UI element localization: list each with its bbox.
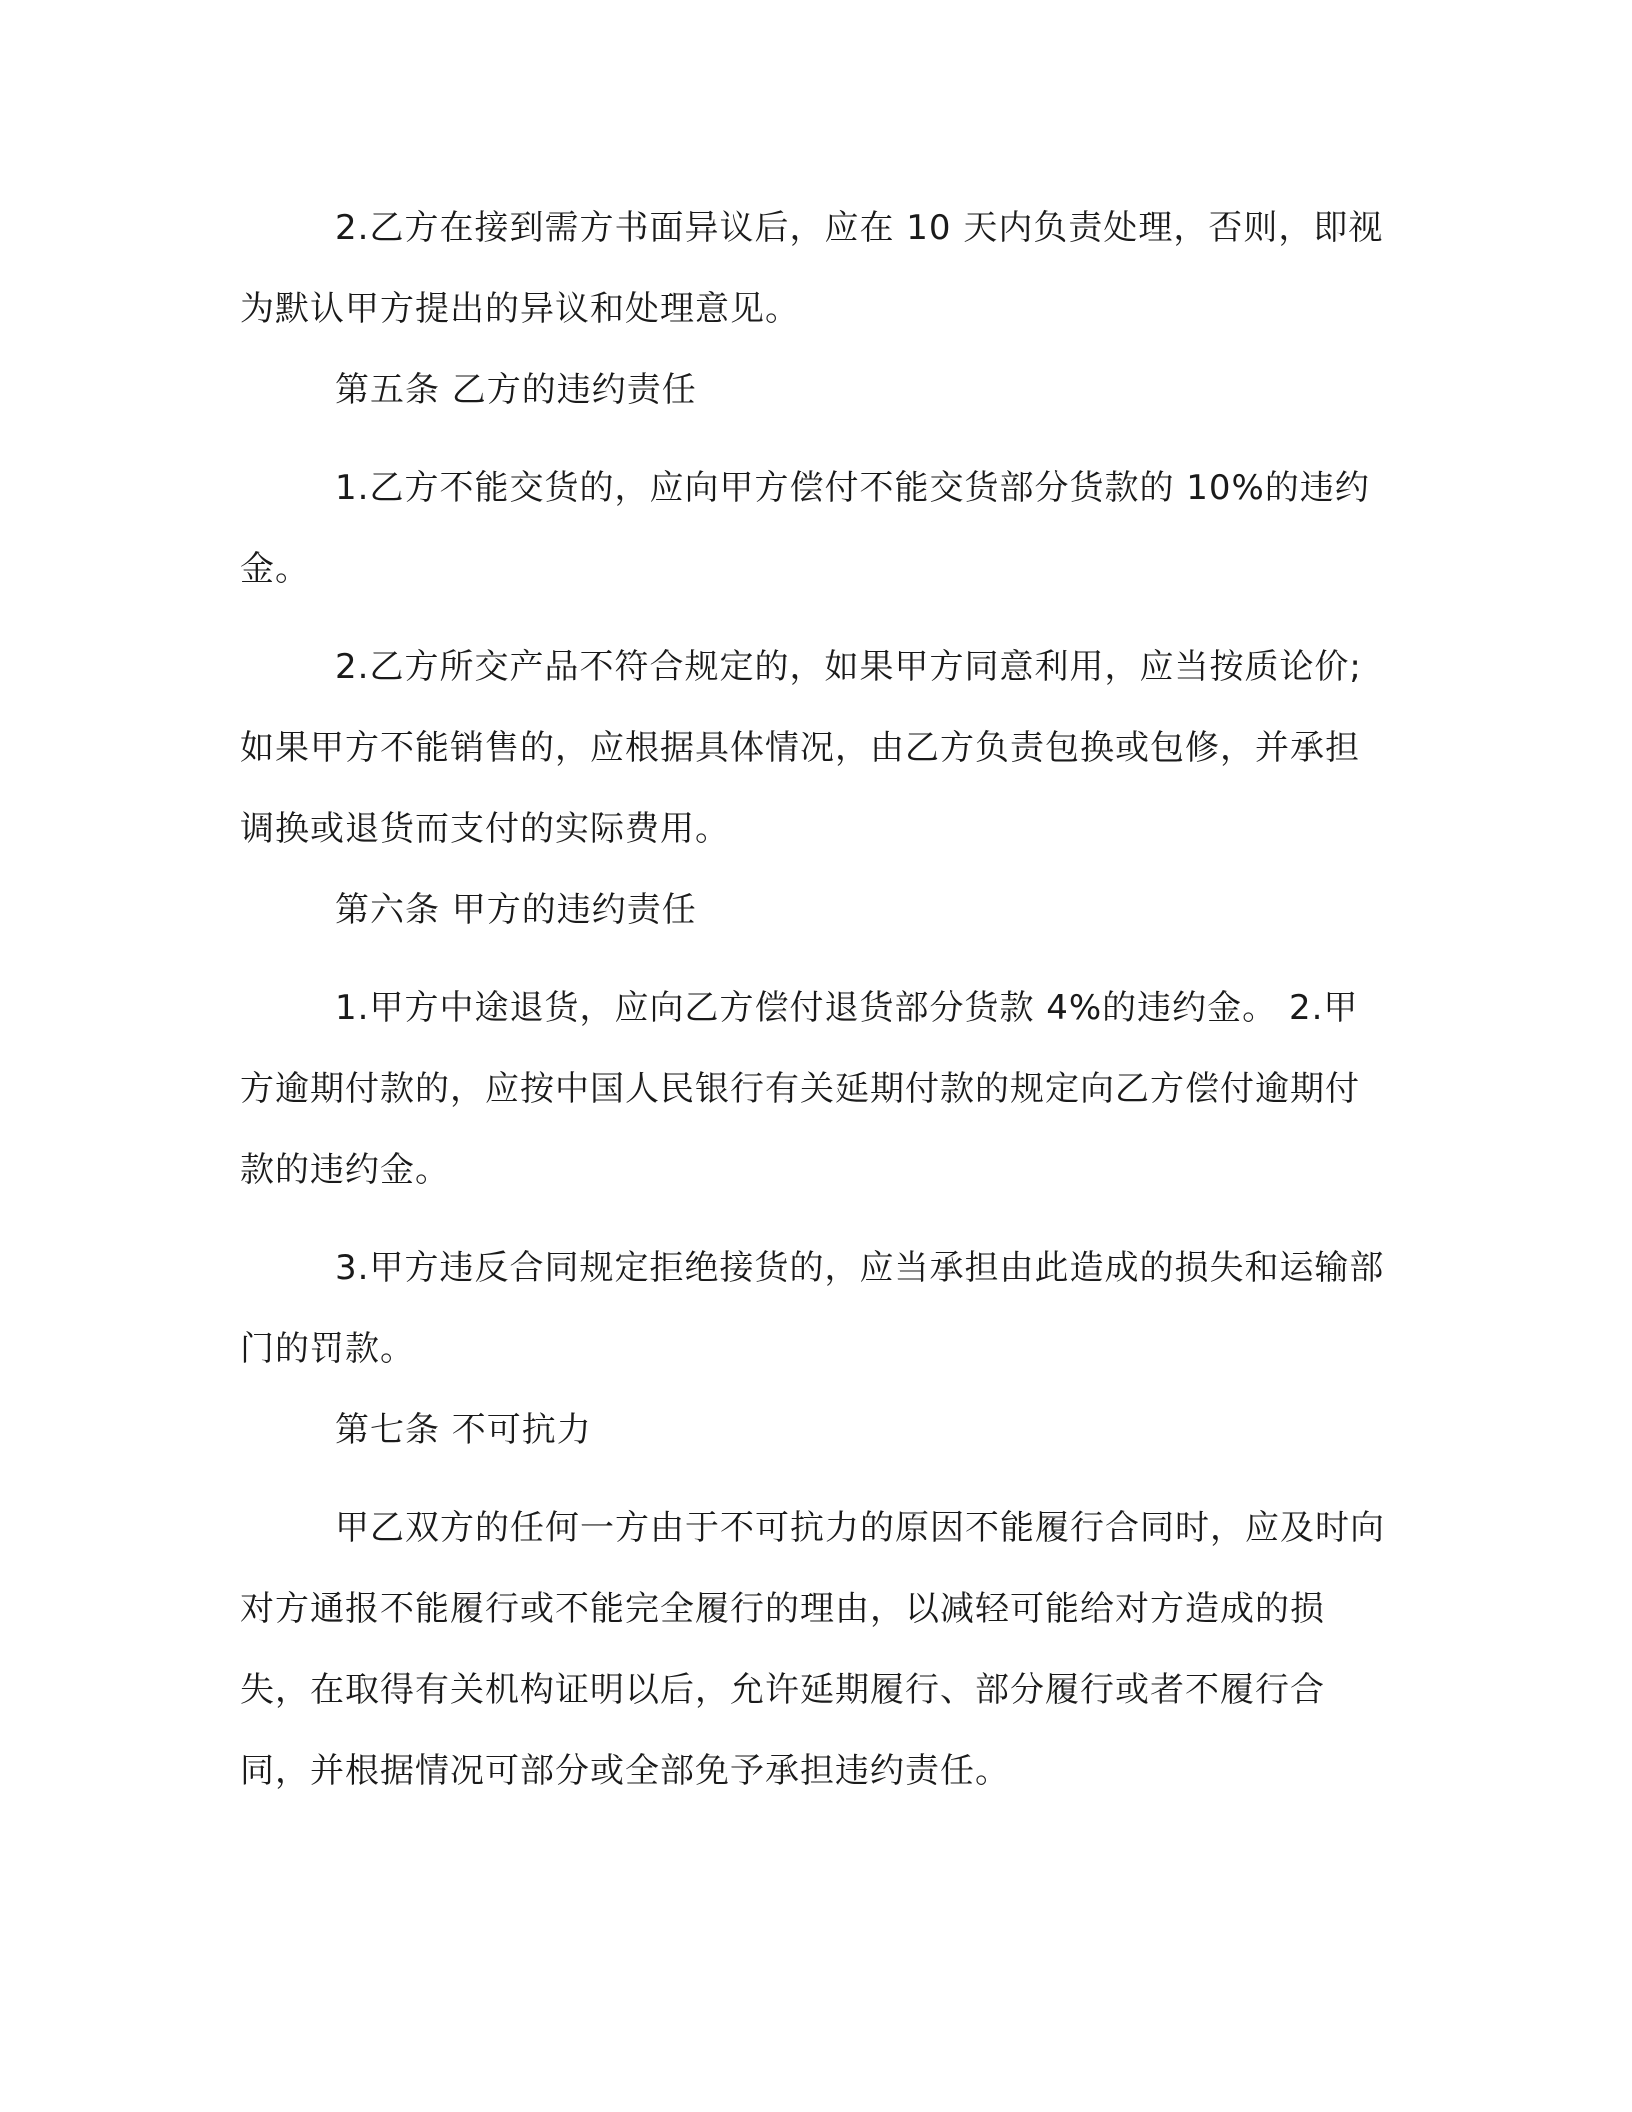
article-5-heading: 第五条 乙方的违约责任 bbox=[335, 370, 697, 410]
clause-nonconforming-products: 2.乙方所交产品不符合规定的，如果甲方同意利用，应当按质论价;如果甲方不能销售的，应根据具体情况，由乙方负责包换或包修，并承担调换或退货而支付的实际费用。 bbox=[240, 647, 1362, 849]
document-body bbox=[240, 188, 1390, 1812]
article-7-heading: 第七条 不可抗力 bbox=[335, 1410, 592, 1450]
clause-force-majeure: 甲乙双方的任何一方由于不可抗力的原因不能履行合同时，应及时向对方通报不能履行或不能完全履行的理由，以减轻可能给对方造成的损失，在取得有关机构证明以后，允许延期履行、部分履行或者不履行合同，并根据情况可部分或全部免予承担违约责任。 bbox=[240, 1508, 1385, 1791]
clause-non-delivery-penalty: 1.乙方不能交货的，应向甲方偿付不能交货部分货款的 10%的违约金。 bbox=[240, 468, 1370, 589]
clause-refusal-to-accept: 3.甲方违反合同规定拒绝接货的，应当承担由此造成的损失和运输部门的罚款。 bbox=[240, 1248, 1385, 1369]
article-6-heading: 第六条 甲方的违约责任 bbox=[335, 890, 697, 930]
clause-objection-handling: 2.乙方在接到需方书面异议后，应在 10 天内负责处理，否则，即视为默认甲方提出的异议和处理意见。 bbox=[240, 208, 1384, 329]
clause-return-and-late-payment: 1.甲方中途退货，应向乙方偿付退货部分货款 4%的违约金。 2.甲方逾期付款的，应按中国人民银行有关延期付款的规定向乙方偿付逾期付款的违约金。 bbox=[240, 988, 1360, 1190]
